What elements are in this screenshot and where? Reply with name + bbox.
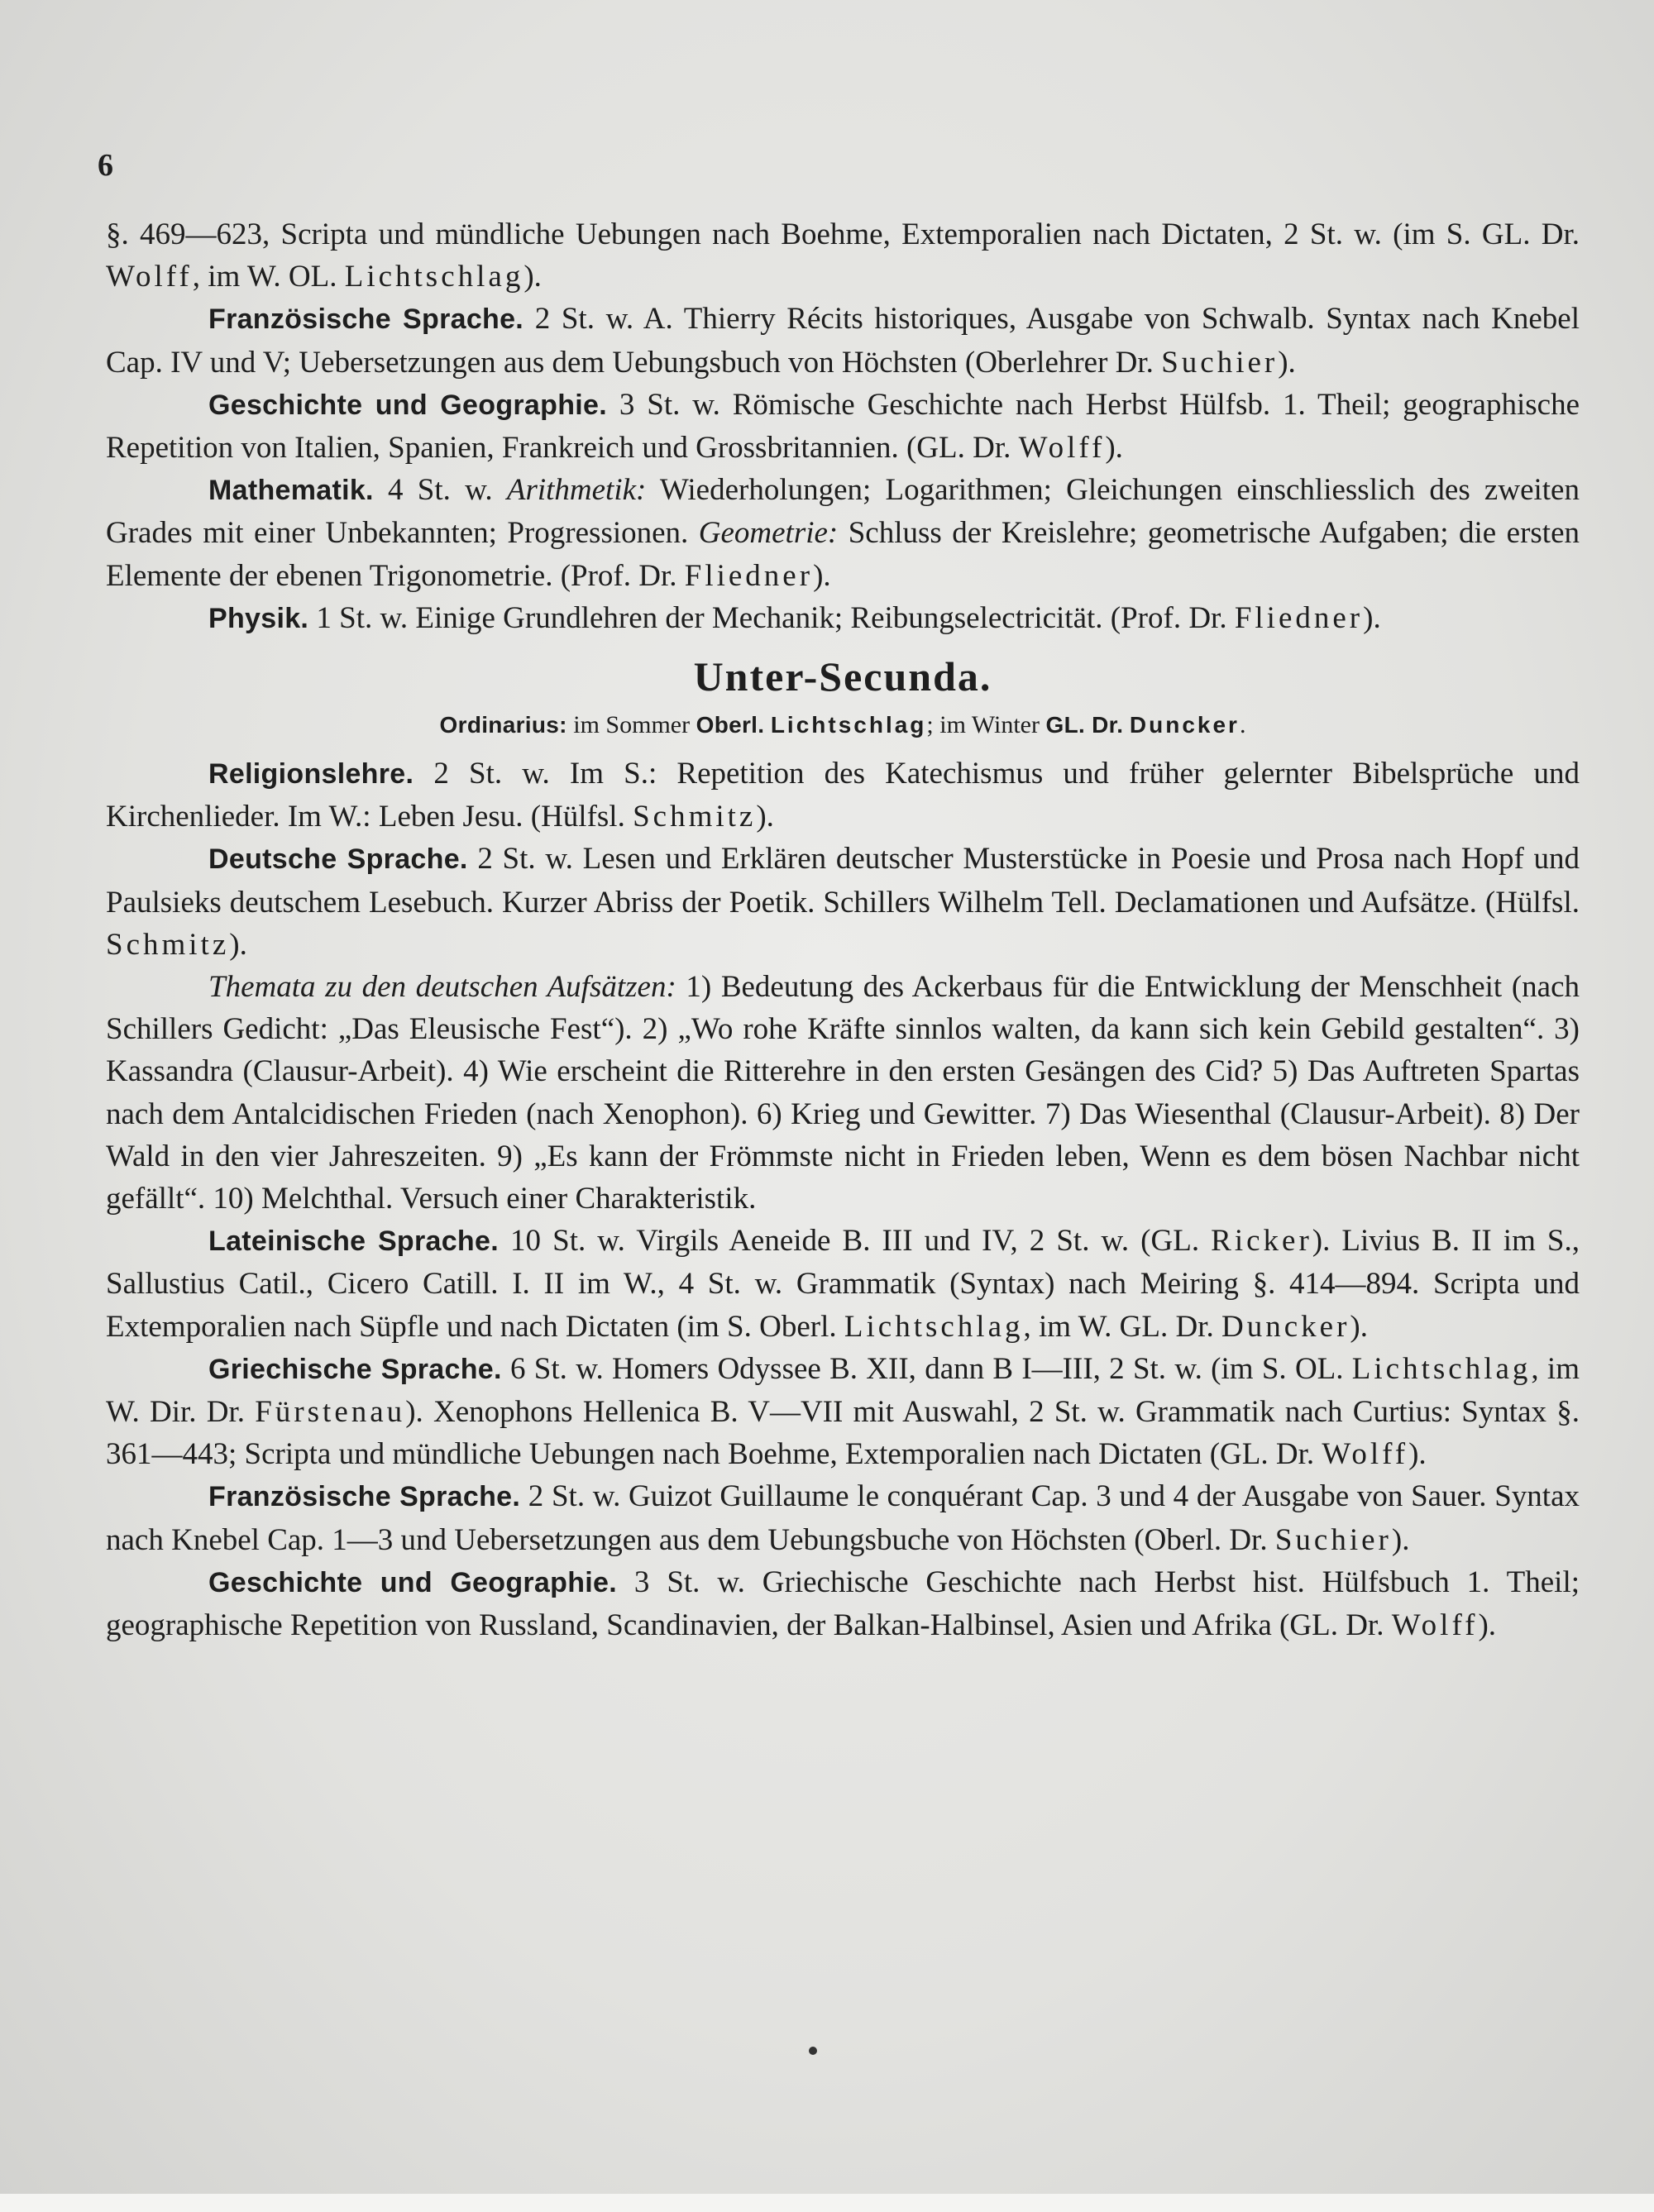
subject-heading: Religionslehre.: [208, 758, 414, 791]
teacher-name: Lichtschlag: [770, 712, 927, 738]
subject-text: Schluss der Kreislehre; geometrische Aufgaben; die ersten Elemente der ebenen Trigonometrie. (Prof. Dr.: [106, 516, 1580, 593]
scan-edge: [0, 2194, 1654, 2212]
page-number: 6: [98, 148, 113, 183]
subject-text: , im W. GL. Dr.: [1023, 1309, 1221, 1344]
teacher-name: Lichtschlag: [844, 1309, 1024, 1344]
ordinarius-line: [106, 706, 1580, 744]
teacher-name: Wolff: [1322, 1437, 1409, 1472]
subject-text: ). Xenophons Hellenica B. V—VII mit Auswahl, 2 St. w. Grammatik nach Curtius: Syntax §. 361—443; Scripta und mündliche Uebungen nach Boehme, Extemporalien nach Dictaten (GL. Dr.: [106, 1395, 1580, 1472]
subject-text: ).: [1278, 345, 1296, 380]
subject-heading: Geschichte und Geographie.: [208, 1566, 617, 1598]
subject-text: ).: [1478, 1608, 1497, 1643]
themata-paragraph: [106, 966, 1580, 1220]
subject-text: 2 St. w. A. Thierry Récits historiques, Ausgabe von Schwalb. Syntax nach Knebel Cap. IV und V; Uebersetzungen aus dem Uebungsbuch von Höchsten (Oberlehrer Dr.: [106, 302, 1580, 380]
intro-paragraph: [106, 213, 1580, 298]
subject-geschichte-2: [106, 1561, 1580, 1646]
teacher-name: Fürstenau: [255, 1395, 406, 1430]
subject-religion: [106, 752, 1580, 838]
teacher-name: Schmitz: [633, 800, 757, 834]
subject-heading: Französische Sprache.: [208, 303, 524, 336]
themata-label: Themata zu den deutschen Aufsätzen:: [208, 970, 676, 1005]
ordinarius-text: ; im Winter: [926, 711, 1046, 739]
subject-text: ).: [1391, 1522, 1410, 1557]
subject-franzoesisch-2: [106, 1475, 1580, 1560]
ordinarius-label: Ordinarius:: [439, 712, 567, 738]
subject-text: 6 St. w. Homers Odyssee B. XII, dann B I—III, 2 St. w. (im S. OL.: [501, 1351, 1352, 1386]
teacher-name: Fliedner: [1234, 600, 1364, 635]
subject-heading: Deutsche Sprache.: [208, 843, 468, 876]
intro-text: §. 469—623, Scripta und mündliche Uebungen nach Boehme, Extemporalien nach Dictaten, 2 St. w. (im S. GL. Dr.: [106, 217, 1580, 251]
subject-heading: Physik.: [208, 602, 309, 634]
ordinarius-title: Oberl.: [696, 712, 765, 738]
subject-text: 2 St. w. Guizot Guillaume le conquérant Cap. 3 und 4 der Ausgabe von Sauer. Syntax nach Knebel Cap. 1—3 und Uebersetzungen aus dem Uebungsbuche von Höchsten (Oberl. Dr.: [106, 1479, 1580, 1557]
teacher-name: Duncker: [1129, 712, 1240, 738]
subject-geschichte-1: [106, 384, 1580, 469]
ordinarius-text: .: [1239, 711, 1246, 739]
subject-text: ).: [1363, 600, 1381, 635]
subject-text: ).: [1350, 1309, 1368, 1344]
ordinarius-title: GL. Dr.: [1045, 712, 1124, 738]
subject-franzoesisch-1: [106, 298, 1580, 383]
subject-mathematik-1: [106, 469, 1580, 597]
subject-text: ).: [229, 927, 247, 962]
topic-label: Arithmetik:: [506, 473, 647, 508]
subject-text: ).: [1105, 431, 1123, 466]
intro-text: , im W. OL.: [192, 260, 345, 294]
teacher-name: Suchier: [1161, 345, 1279, 380]
subject-text: 3 St. w. Römische Geschichte nach Herbst Hülfsb. 1. Theil; geographische Repetition von Italien, Spanien, Frankreich und Grossbritannien. (GL. Dr.: [106, 387, 1580, 466]
subject-text: 4 St. w.: [373, 473, 507, 508]
ordinarius-text: im Sommer: [566, 711, 696, 739]
intro-text: ).: [523, 260, 542, 294]
subject-text: Wiederholungen; Logarithmen; Gleichungen einschliesslich des zweiten Grades mit einer Unbekannten; Progressionen.: [106, 473, 1580, 551]
teacher-name: Wolff: [1391, 1608, 1479, 1643]
subject-griechisch: [106, 1348, 1580, 1476]
subject-physik-1: [106, 597, 1580, 640]
ordinarius-text: [1123, 711, 1130, 738]
topic-label: Geometrie:: [698, 516, 839, 551]
subject-text: ). Livius B. II im S., Sallustius Catil., Cicero Catill. I. II im W., 4 St. w. Grammatik (Syntax) nach Meiring §. 414—894. Scripta und Extemporalien nach Süpfle und nach Dictaten (im S. Oberl.: [106, 1224, 1580, 1344]
subject-heading: Lateinische Sprache.: [208, 1225, 499, 1258]
teacher-name: Suchier: [1274, 1522, 1392, 1557]
subject-text: 10 St. w. Virgils Aeneide B. III und IV, 2 St. w. (GL.: [498, 1224, 1212, 1259]
teacher-name: Ricker: [1211, 1224, 1312, 1259]
subject-text: ).: [813, 558, 831, 593]
subject-text: 1 St. w. Einige Grundlehren der Mechanik; Reibungselectricität. (Prof. Dr.: [308, 600, 1235, 635]
ordinarius-text: [764, 711, 771, 738]
subject-text: 2 St. w. Im S.: Repetition des Katechismus und früher gelernter Bibelsprüche und Kirchenlieder. Im W.: Leben Jesu. (Hülfsl.: [106, 757, 1580, 834]
subject-text: 3 St. w. Griechische Geschichte nach Herbst hist. Hülfsbuch 1. Theil; geographische Repetition von Russland, Scandinavien, der Balkan-Halbinsel, Asien und Afrika (GL. Dr.: [106, 1565, 1580, 1643]
subject-text: , im W. Dir. Dr.: [106, 1351, 1580, 1430]
subject-text: ).: [756, 800, 774, 834]
teacher-name: Schmitz: [106, 927, 230, 962]
subject-heading: Griechische Sprache.: [208, 1353, 502, 1385]
teacher-name: Fliedner: [684, 558, 814, 593]
ink-speck: [809, 2047, 817, 2055]
teacher-name: Lichtschlag: [1351, 1351, 1532, 1386]
subject-heading: Geschichte und Geographie.: [208, 389, 607, 421]
subject-text: 2 St. w. Lesen und Erklären deutscher Musterstücke in Poesie und Prosa nach Hopf und Paulsieks deutschem Lesebuch. Kurzer Abriss der Poetik. Schillers Wilhelm Tell. Declamationen und Aufsätze. (Hülfsl.: [106, 842, 1580, 920]
page-content: [106, 213, 1580, 1646]
teacher-name: Duncker: [1221, 1309, 1350, 1344]
subject-deutsch: [106, 838, 1580, 966]
teacher-name: Wolff: [106, 260, 193, 294]
teacher-name: Wolff: [1018, 431, 1106, 466]
themata-text: 1) Bedeutung des Ackerbaus für die Entwicklung der Menschheit (nach Schillers Gedicht: „Das Eleusische Fest“). 2) „Wo rohe Kräfte sinnlos walten, da kann sich kein Gebild gestalten“. 3) Kassandra (Clausur-Arbeit). 4) Wie erscheint die Ritterehre in den ersten Gesängen des Cid? 5) Das Auftreten Spartas nach dem Antalcidischen Frieden (nach Xenophon). 6) Krieg und Gewitter. 7) Das Wiesenthal (Clausur-Arbeit). 8) Der Wald in den vier Jahreszeiten. 9) „Es kann der Frömmste nicht in Frieden leben, Wenn es dem bösen Nachbar nicht gefällt“. 10) Melchthal. Versuch einer Charakteristik.: [106, 970, 1580, 1216]
subject-heading: Französische Sprache.: [208, 1481, 521, 1513]
teacher-name: Lichtschlag: [344, 260, 524, 294]
subject-heading: Mathematik.: [208, 475, 374, 507]
subject-text: ).: [1408, 1437, 1427, 1472]
subject-latein: [106, 1220, 1580, 1348]
section-title: Unter-Secunda.: [693, 653, 992, 700]
